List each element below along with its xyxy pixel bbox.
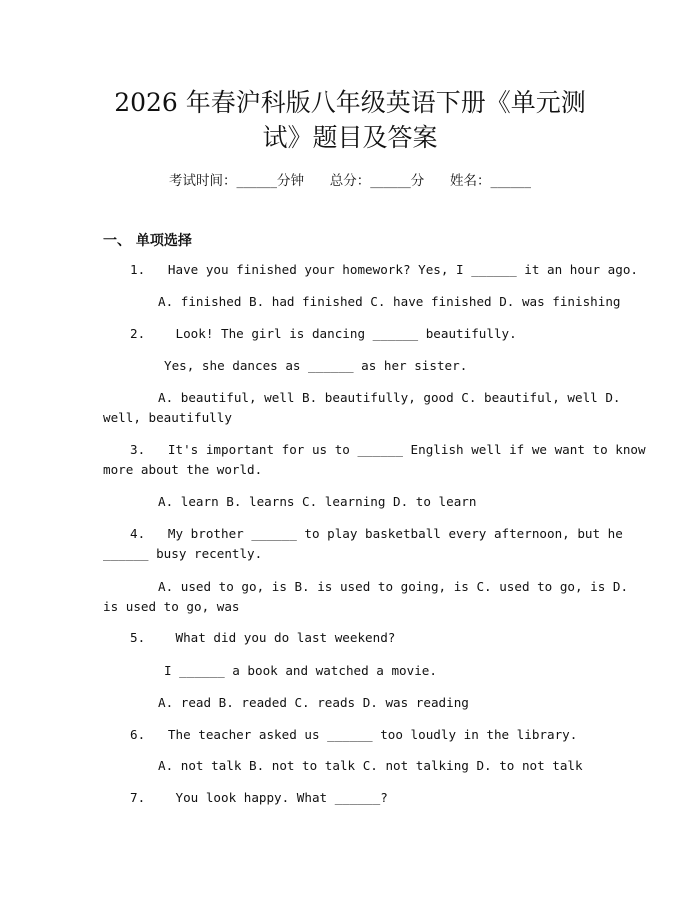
question-5-options: A. read B. readed C. reads D. was reading	[158, 695, 469, 710]
question-7-stem: 7. You look happy. What ______?	[130, 790, 388, 805]
question-5-stem: 5. What did you do last weekend?	[130, 630, 396, 645]
question-5-stem-reply: I ______ a book and watched a movie.	[164, 663, 437, 678]
question-4-options-cont: is used to go, was	[103, 599, 240, 614]
question-4-options: A. used to go, is B. is used to going, is C. used to go, is D.	[158, 579, 629, 594]
question-4-stem-cont: ______ busy recently.	[103, 546, 263, 561]
question-2-stem-reply: Yes, she dances as ______ as her sister.	[164, 358, 468, 373]
question-3-stem-cont: more about the world.	[103, 462, 263, 477]
question-6-options: A. not talk B. not to talk C. not talking D. to not talk	[158, 758, 583, 773]
question-1-options: A. finished B. had finished C. have finished D. was finishing	[158, 294, 621, 309]
question-4-stem: 4. My brother ______ to play basketball every afternoon, but he	[130, 526, 623, 541]
question-1-stem: 1. Have you finished your homework? Yes, I ______ it an hour ago.	[130, 262, 638, 277]
question-2-stem: 2. Look! The girl is dancing ______ beautifully.	[130, 326, 517, 341]
document-title-line2: 试》题目及答案	[262, 123, 438, 152]
question-6-stem: 6. The teacher asked us ______ too loudly in the library.	[130, 727, 578, 742]
exam-info-line: 考试时间：______分钟 总分：______分 姓名：______	[169, 173, 531, 189]
question-3-options: A. learn B. learns C. learning D. to learn	[158, 494, 477, 509]
section-heading: 一、 单项选择	[103, 233, 192, 249]
question-2-options-cont: well, beautifully	[103, 410, 232, 425]
document-title-line1: 2026 年春沪科版八年级英语下册《单元测	[114, 88, 586, 117]
question-2-options: A. beautiful, well B. beautifully, good C. beautiful, well D.	[158, 390, 621, 405]
question-3-stem: 3. It's important for us to ______ English well if we want to know	[130, 442, 646, 457]
